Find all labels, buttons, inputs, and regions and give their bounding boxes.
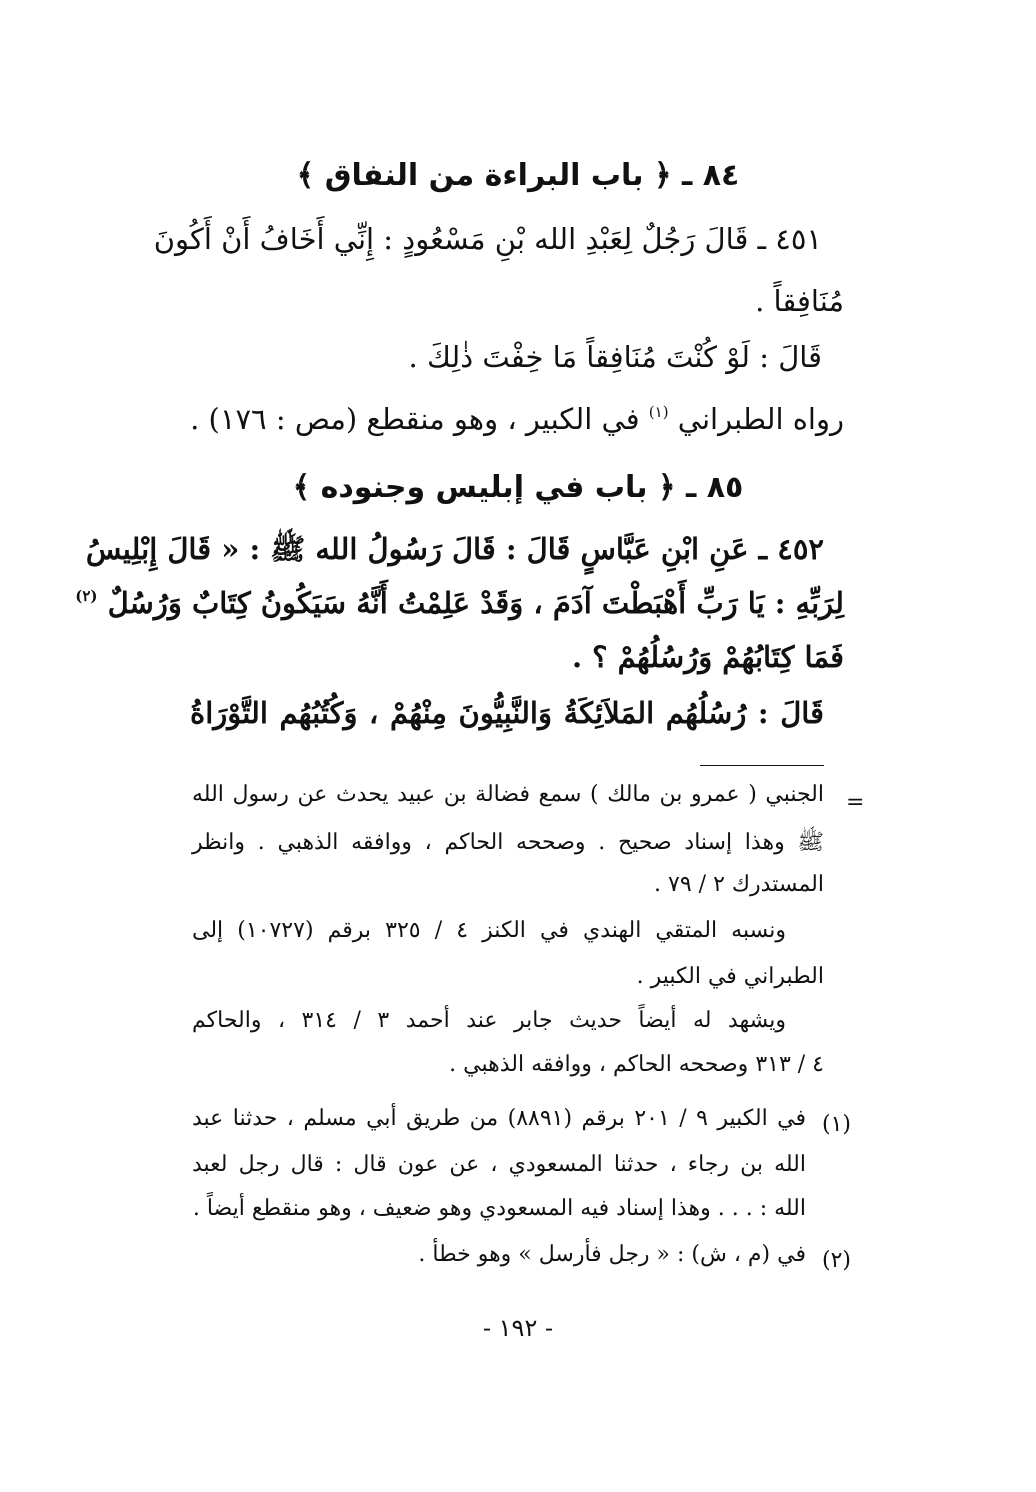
continuation-mark: =: [846, 790, 865, 815]
footnote-cont-line-4: ونسبه المتقي الهندي في الكنز ٤ / ٣٢٥ برقم (١٠٧٢٧) إلى: [192, 918, 786, 943]
footnote-1-line-2: الله بن رجاء ، حدثنا المسعودي ، عن عون قال : قال رجل لعبد: [192, 1152, 806, 1177]
footnote-1-line-3: الله : . . . وهذا إسناد فيه المسعودي وهو ضعيف ، وهو منقطع أيضاً .: [192, 1196, 806, 1221]
footnote-1-mark: (١): [822, 1112, 852, 1137]
footnote-cont-line-3: المستدرك ٢ / ٧٩ .: [654, 872, 824, 897]
hadith-452-line-3: فَمَا كِتَابُهُمْ وَرُسُلُهُمْ ؟ .: [571, 640, 844, 674]
hadith-452-line-4: قَالَ : رُسُلُهُم المَلاَئِكَةُ وَالنَّبِيُّونَ مِنْهُمْ ، وَكُتُبُهُم التَّوْرَاةُ: [190, 696, 824, 730]
footnote-cont-line-1: الجنبي ( عمرو بن مالك ) سمع فضالة بن عبيد يحدث عن رسول الله: [192, 782, 824, 807]
footnote-cont-line-6: ويشهد له أيضاً حديث جابر عند أحمد ٣ / ٣١٤ ، والحاكم: [192, 1008, 786, 1033]
footnote-ref-1: (١): [648, 403, 669, 421]
hadith-452-line-2-text: لِرَبِّهِ : يَا رَبِّ أَهْبَطْتَ آدَمَ ، وَقَدْ عَلِمْتُ أَنَّهُ سَيَكُونُ كِتَابٌ وَرُسُلٌ: [107, 586, 844, 620]
hadith-452-line-1: ٤٥٢ ـ عَنِ ابْنِ عَبَّاسٍ قَالَ : قَالَ رَسُولُ الله ﷺ : « قَالَ إِبْلِيسُ: [85, 532, 824, 566]
footnote-cont-line-5: الطبراني في الكبير .: [636, 964, 824, 989]
hadith-452-line-2: [75, 586, 844, 620]
footnote-cont-line-2: ﷺ وهذا إسناد صحيح . وصححه الحاكم ، ووافقه الذهبي . وانظر: [192, 830, 824, 855]
footnote-1-line-1: في الكبير ٩ / ٢٠١ برقم (٨٨٩١) من طريق أبي مسلم ، حدثنا عبد: [192, 1106, 806, 1131]
page-number: - ١٩٢ -: [482, 1314, 554, 1342]
footnote-ref-2: (٢): [75, 587, 98, 605]
hadith-451-source-line: [190, 402, 844, 436]
source-text-b: في الكبير ، وهو منقطع (مص : ١٧٦) .: [190, 402, 640, 436]
hadith-451-line-3: قَالَ : لَوْ كُنْتَ مُنَافِقاً مَا خِفْتَ ذٰلِكَ .: [408, 340, 822, 374]
chapter-heading-85: ٨٥ ـ ﴿ باب في إبليس وجنوده ﴾: [292, 470, 744, 505]
footnote-2-line-1: في (م ، ش) : « رجل فأرسل » وهو خطأ .: [418, 1242, 806, 1267]
chapter-heading-84: ٨٤ ـ ﴿ باب البراءة من النفاق ﴾: [296, 158, 740, 193]
footnote-2-mark: (٢): [822, 1248, 852, 1273]
source-text-a: رواه الطبراني: [677, 402, 844, 436]
hadith-451-line-2: مُنَافِقاً .: [755, 284, 844, 318]
hadith-451-line-1: ٤٥١ ـ قَالَ رَجُلٌ لِعَبْدِ الله بْنِ مَسْعُودٍ : إِنِّي أَخَافُ أَنْ أَكُونَ: [153, 222, 822, 256]
footnote-separator: [700, 765, 824, 766]
footnote-cont-line-7: ٤ / ٣١٣ وصححه الحاكم ، ووافقه الذهبي .: [449, 1052, 824, 1077]
